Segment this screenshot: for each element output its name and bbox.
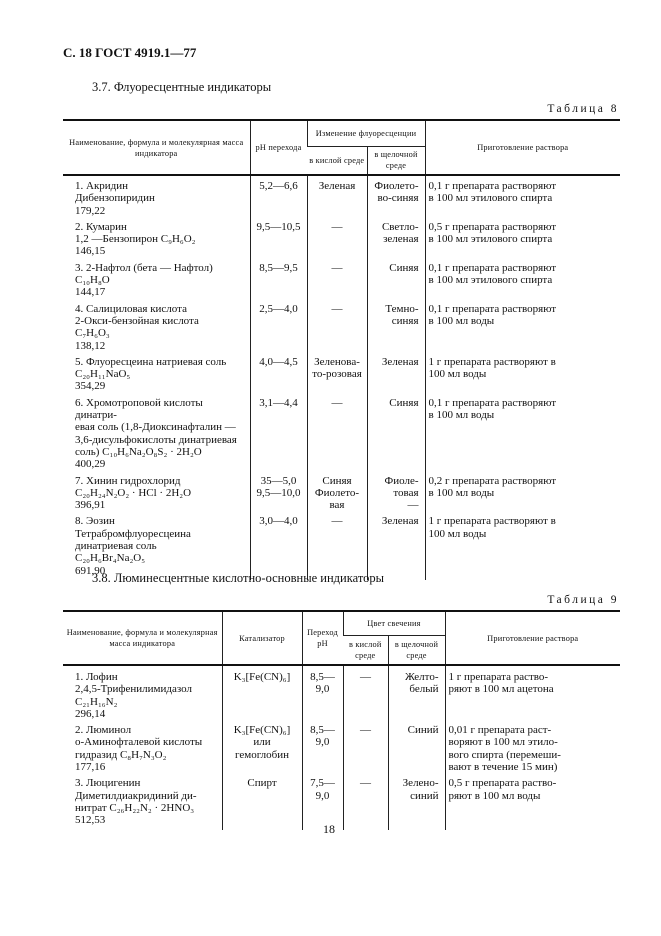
cell-prep: 0,5 г препарата растворяют в 100 мл этилового спирта [425,220,620,261]
cell-acid: — [307,261,367,302]
cell-acid: Зеленая [307,175,367,220]
cell-ph: 3,0—4,0 [250,514,307,579]
header-acid: в кислой среде [343,635,388,665]
cell-ph: 35—5,0 9,5—10,0 [250,474,307,515]
cell-acid: — [307,302,367,355]
table-row [63,776,620,829]
cell-ph: 9,5—10,5 [250,220,307,261]
cell-prep: 0,1 г препарата растворяют в 100 мл этилового спирта [425,261,620,302]
table-row [63,261,620,302]
table-9-caption: Таблица 9 [547,594,619,606]
table-8 [63,119,620,580]
table-row [63,474,620,515]
cell-prep: 0,1 г препарата растворяют в 100 мл воды [425,302,620,355]
cell-acid: — [307,514,367,579]
cell-name: 3. Люцигенин Диметилдиакридиний ди- нитрат C₂₆H₂₂N₂ · 2HNO₃ 512,53 [75,777,197,827]
cell-name: 8. Эозин Тетрабромфлуоресцеина динатриевая соль C₂₀H₆Br₄Na₂O₅ 691,90 [75,515,191,577]
cell-prep: 1 г препарата раство- ряют в 100 мл ацетона [445,665,620,723]
header-preparation: Приготовление раствора [445,611,620,665]
cell-name: 1. Лофин 2,4,5-Трифенилимидазол C₂₁H₁₆N₂ 296,14 [75,671,192,720]
cell-ph: 7,5—9,0 [302,776,343,829]
cell-acid: — [343,665,388,723]
header-ph: Переход pH [302,611,343,665]
cell-acid: Синяя Фиолето- вая [307,474,367,515]
cell-alkaline: Зеленая [367,514,425,579]
table-row [63,220,620,261]
header-ph: pH перехода [250,120,307,175]
header-alkaline: в щелочной среде [367,146,425,175]
cell-name: 4. Салициловая кислота 2-Окси-бензойная кислота C₇H₆O₃ 138,12 [75,302,199,352]
cell-prep: 0,1 г препарата растворяют в 100 мл воды [425,396,620,474]
cell-prep: 0,5 г препарата раство- ряют в 100 мл воды [445,776,620,829]
header-name: Наименование, формула и молекулярная масса индикатора [63,611,222,665]
header-acid: в кислой среде [307,146,367,175]
cell-name: 3. 2-Нафтол (бета — Нафтол) C₁₀H₈O 144,17 [75,261,213,299]
cell-catalyst: K₃[Fe(CN)₆] [222,665,302,723]
table-row [63,355,620,396]
table-row [63,175,620,220]
cell-ph: 3,1—4,4 [250,396,307,474]
cell-ph: 8,5—9,5 [250,261,307,302]
cell-acid: — [307,396,367,474]
cell-acid: Зеленова- то-розовая [307,355,367,396]
cell-prep: 1 г препарата растворяют в 100 мл воды [425,355,620,396]
cell-prep: 1 г препарата растворяют в 100 мл воды [425,514,620,579]
cell-alkaline: Светло- зеленая [367,220,425,261]
cell-acid: — [343,776,388,829]
cell-alkaline: Фиолето- во-синяя [367,175,425,220]
cell-name: 7. Хинин гидрохлорид C₂₀H₂₄N₂O₂ · HCl · 2H₂O 396,91 [75,474,192,512]
page-number: 18 [323,822,335,836]
cell-catalyst: K₃[Fe(CN)₆] или гемоглобин [222,723,302,776]
cell-prep: 0,01 г препарата раст- воряют в 100 мл этило- вого спирта (перемеши- вают в течение 15 мин) [445,723,620,776]
cell-alkaline: Темно- синяя [367,302,425,355]
cell-acid: — [343,723,388,776]
header-fluorescence-change: Изменение флуоресценции [307,120,425,146]
table-row [63,302,620,355]
cell-alkaline: Зелено- синий [388,776,445,829]
cell-ph: 8,5—9,0 [302,665,343,723]
cell-name: 2. Кумарин 1,2 —Бензопирон C₉H₆O₂ 146,15 [75,220,196,258]
cell-name: 1. Акридин Дибензопиридин 179,22 [75,180,155,217]
cell-catalyst: Спирт [222,776,302,829]
cell-alkaline: Фиоле- товая — [367,474,425,515]
cell-alkaline: Желто- белый [388,665,445,723]
cell-name: 5. Флуоресцеина натриевая соль C₂₀H₁₁NaO₅ 354,29 [75,355,227,393]
cell-ph: 4,0—4,5 [250,355,307,396]
section-heading-3-8: 3.8. Люминесцентные кислотно-основные индикаторы [92,571,385,585]
cell-prep: 0,2 г препарата растворяют в 100 мл воды [425,474,620,515]
table-8-caption: Таблица 8 [547,103,619,115]
table-row [63,723,620,776]
cell-name: 6. Хромотроповой кислоты динатри- евая соль (1,8-Диоксинафталин — 3,6-дисульфокислоты динатриевая соль) C₁₀H₆Na₂O₈S₂ · 2H₂O 400,29 [75,396,237,471]
table-row [63,396,620,474]
table-row [63,665,620,723]
cell-alkaline: Зеленая [367,355,425,396]
header-glow-color: Цвет свечения [343,611,445,635]
header-catalyst: Катализатор [222,611,302,665]
cell-alkaline: Синяя [367,261,425,302]
cell-ph: 5,2—6,6 [250,175,307,220]
cell-name: 2. Люминол о-Аминофталевой кислоты гидразид C₈H₇N₃O₂ 177,16 [75,724,203,774]
cell-ph: 8,5—9,0 [302,723,343,776]
cell-acid: — [307,220,367,261]
cell-prep: 0,1 г препарата растворяют в 100 мл этилового спирта [425,175,620,220]
header-preparation: Приготовление раствора [425,120,620,175]
section-heading-3-7: 3.7. Флуоресцентные индикаторы [92,80,272,94]
cell-ph: 2,5—4,0 [250,302,307,355]
table-9 [63,610,620,830]
header-alkaline: в щелочной среде [388,635,445,665]
header-name: Наименование, формула и молекулярная масса индикатора [63,120,250,175]
cell-alkaline: Синий [388,723,445,776]
page-header: С. 18 ГОСТ 4919.1—77 [63,45,197,60]
cell-alkaline: Синяя [367,396,425,474]
